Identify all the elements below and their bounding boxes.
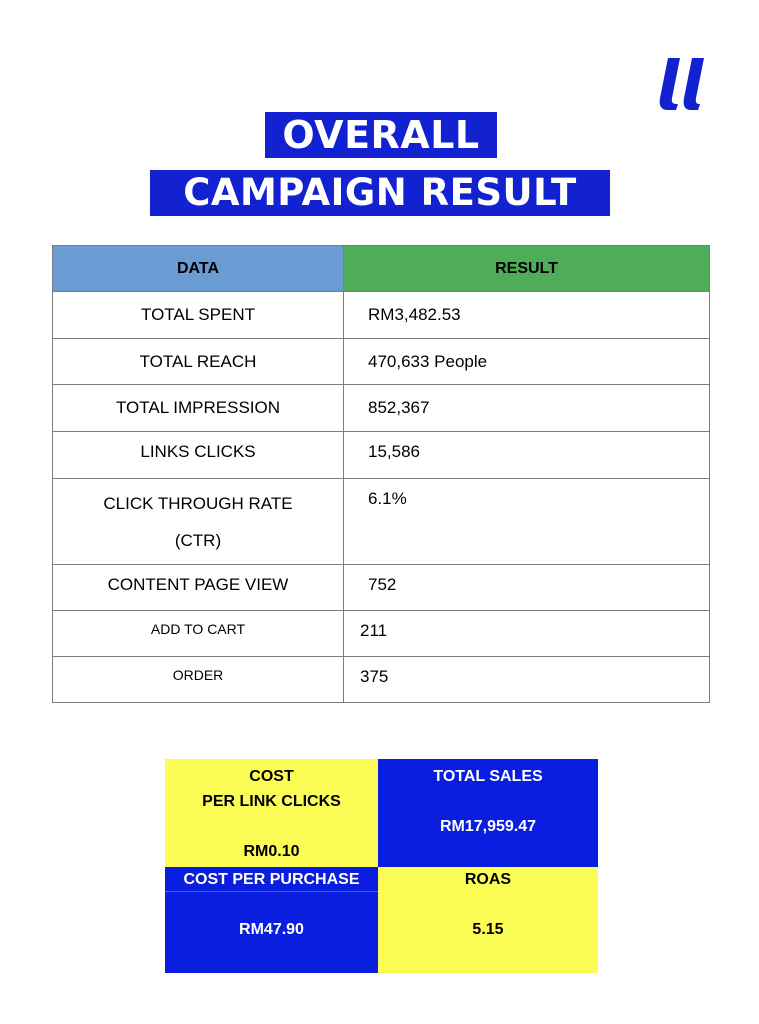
campaign-data-table bbox=[52, 245, 710, 703]
table-row bbox=[53, 611, 710, 657]
table-row bbox=[53, 385, 710, 432]
cost-per-link-clicks-label-1: COST bbox=[249, 768, 294, 785]
roas-card bbox=[378, 867, 598, 973]
cost-per-purchase-label: COST PER PURCHASE bbox=[183, 871, 360, 888]
column-header-data: DATA bbox=[53, 246, 344, 292]
table-row bbox=[53, 565, 710, 611]
row-value: RM3,482.53 bbox=[344, 292, 710, 339]
row-label: LINKS CLICKS bbox=[53, 432, 344, 479]
row-label: TOTAL REACH bbox=[53, 339, 344, 385]
divider bbox=[165, 891, 378, 892]
table-header-row bbox=[53, 246, 710, 292]
cost-per-link-clicks-label-2: PER LINK CLICKS bbox=[202, 793, 341, 810]
total-sales-value: RM17,959.47 bbox=[439, 818, 537, 835]
title-line-2: CAMPAIGN RESULT bbox=[150, 170, 610, 216]
roas-value: 5.15 bbox=[472, 921, 504, 938]
cost-per-link-clicks-card bbox=[165, 759, 378, 867]
row-label: TOTAL IMPRESSION bbox=[53, 385, 344, 432]
total-sales-card bbox=[378, 759, 598, 867]
summary-grid bbox=[165, 759, 598, 973]
table-row bbox=[53, 479, 710, 565]
row-label: TOTAL SPENT bbox=[53, 292, 344, 339]
row-value: 15,586 bbox=[344, 432, 710, 479]
total-sales-label: TOTAL SALES bbox=[433, 768, 543, 785]
row-label-line-2: (CTR) bbox=[174, 530, 222, 550]
row-label: ORDER bbox=[53, 657, 344, 703]
row-label-line-1: CLICK THROUGH RATE bbox=[103, 493, 293, 513]
column-header-result: RESULT bbox=[344, 246, 710, 292]
table-row bbox=[53, 657, 710, 703]
row-value: 6.1% bbox=[344, 479, 710, 565]
cost-per-purchase-value: RM47.90 bbox=[239, 921, 304, 938]
brand-logo-icon bbox=[654, 54, 710, 112]
row-value: 470,633 People bbox=[344, 339, 710, 385]
cost-per-purchase-card bbox=[165, 867, 378, 973]
row-value: 375 bbox=[344, 657, 710, 703]
row-value: 211 bbox=[344, 611, 710, 657]
table-row bbox=[53, 292, 710, 339]
table-row bbox=[53, 339, 710, 385]
title-line-1: OVERALL bbox=[265, 112, 497, 158]
cost-per-link-clicks-value: RM0.10 bbox=[243, 843, 300, 860]
row-value: 752 bbox=[344, 565, 710, 611]
row-label: CONTENT PAGE VIEW bbox=[53, 565, 344, 611]
table-row bbox=[53, 432, 710, 479]
roas-label: ROAS bbox=[464, 871, 512, 888]
row-label: ADD TO CART bbox=[53, 611, 344, 657]
row-label bbox=[53, 479, 344, 565]
row-value: 852,367 bbox=[344, 385, 710, 432]
